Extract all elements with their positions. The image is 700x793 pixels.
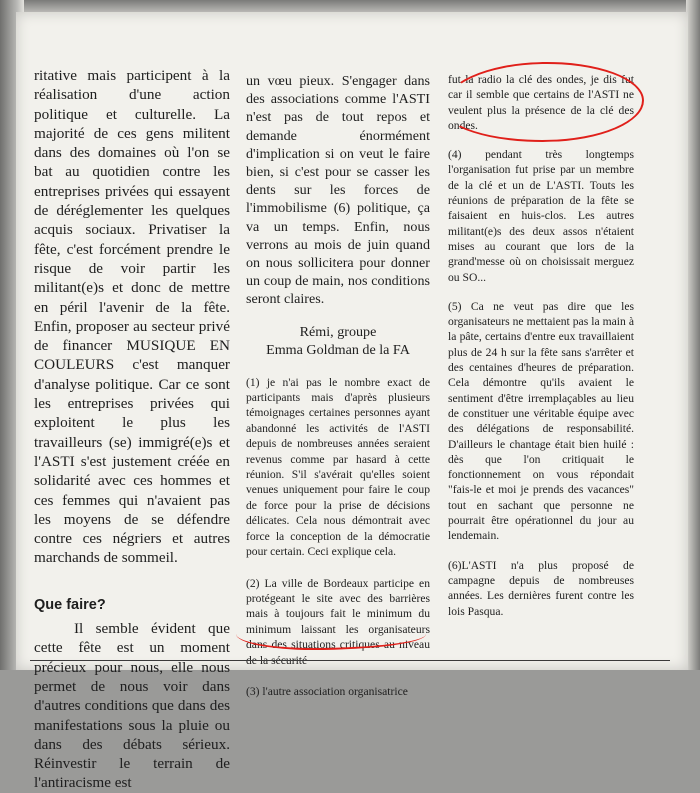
column-1 — [34, 66, 230, 793]
column1-paragraph: ritative mais participent à la réalisation d'une action politique et culturelle. La majorité de ces gens militent dans des domaines où l'on se bat au quotidien contre les entreprises privées qui essayent de déréglementer les quelques acquis sociaux. Privatiser la fête, c'est forcément prendre le risque de voir partir les militant(e)s et donc de mettre en péril l'avenir de la fête. Enfin, proposer au secteur privé de financer MUSIQUE EN COULEURS c'est manquer d'analyse politique. Car ce sont les entreprises privées qui exploitent le plus les travailleurs (se) immigré(e)s et l'ASTI s'est justement créée en solidarité avec ces hommes et ces femmes qui n'avaient pas les moyens de se défendre contre ces négriers et autres marchands de sommeil. — [34, 67, 230, 567]
footnote-5: (5) Ca ne veut pas dire que les organisateurs ne mettaient pas la main à la pâte, certains d'entre eux travaillaient plus de 24 h sur la fête sans s'arrêter et des centaines d'heures de préparation. Cela démontre qu'ils avaient le sentiment d'être irremplaçables au lieu de constituer une véritable équipe avec des délégations de responsabilité. D'ailleurs le chantage était bien huilé : dès que l'on critiquait le fonctionnement on vous répondait "fais-le et moi je prends des vacances" tout en sachant que personne ne pourrait être opérationnel du jour au lendemain. — [448, 299, 634, 543]
footnote-3: (3) l'autre association organisatrice — [246, 684, 408, 698]
column-2 — [246, 72, 430, 699]
signature-line1: Rémi, groupe — [299, 323, 377, 340]
section-heading: Que faire? — [34, 596, 106, 613]
footnote-3-continued: fut la radio la clé des ondes, je dis fut car il semble que certains de l'ASTI ne veulent plus la présence de la clé des ondes. — [448, 73, 634, 132]
footnote-6: (6)L'ASTI n'a plus proposé de campagne depuis de nombreuses années. Les dernières furent contre les lois Pasqua. — [448, 558, 634, 618]
footnote-4: (4) pendant très longtemps l'organisation fut prise par un membre de la clé et un de L'ASTI. Touts les réunions de préparation de la fête se faisaient en huis-clos. Les autres militant(e)s des deux assos n'étaient mises au courant que lors de la grand'messe où on choisissait merguez ou SO... — [448, 148, 634, 284]
signature — [246, 323, 430, 359]
column-3 — [448, 72, 634, 619]
column1-after-heading: Il semble évident que cette fête est un moment précieux pour nous, elle nous permet de nous voir dans d'autres conditions que dans des manifestations sous la pluie ou dans des débats sérieux. Réinvestir le terrain de l'antiracisme est — [34, 620, 230, 792]
footnote-2: (2) La ville de Bordeaux participe en protégeant le site avec des barrières mais à toujours fait le minimum du minimum laissant les organisateurs dans des situations critiques au niveau de la sécurité — [246, 576, 430, 667]
signature-line2: Emma Goldman de la FA — [266, 341, 410, 358]
scan-edge-right — [686, 0, 700, 670]
bottom-rule — [30, 660, 670, 661]
footnote-1: (1) je n'ai pas le nombre exact de participants mais d'après plusieurs témoignages certaines personnes ayant abandonné les activités de l'ASTI depuis de nombreuses années seraient revenus comme par hasard à cette réunion. S'il s'avérait qu'elles soient venues uniquement pour faire le coup de force pour la prise de décisions délicates. Cela nous démontrait avec force la conception de la démocratie pour certain. Ceci explique cela. — [246, 375, 430, 559]
column2-text: un vœu pieux. S'engager dans des associations comme l'ASTI n'est pas de tout repos et demande énormément d'implication si on veut le faire bien, si c'est pour se casser les dents sur les forces de l'immobilisme (6) politique, ça va un temps. Enfin, nous verrons au mois de juin quand on nous sollicitera pour donner un coup de main, nos conditions seront claires. — [246, 73, 430, 308]
